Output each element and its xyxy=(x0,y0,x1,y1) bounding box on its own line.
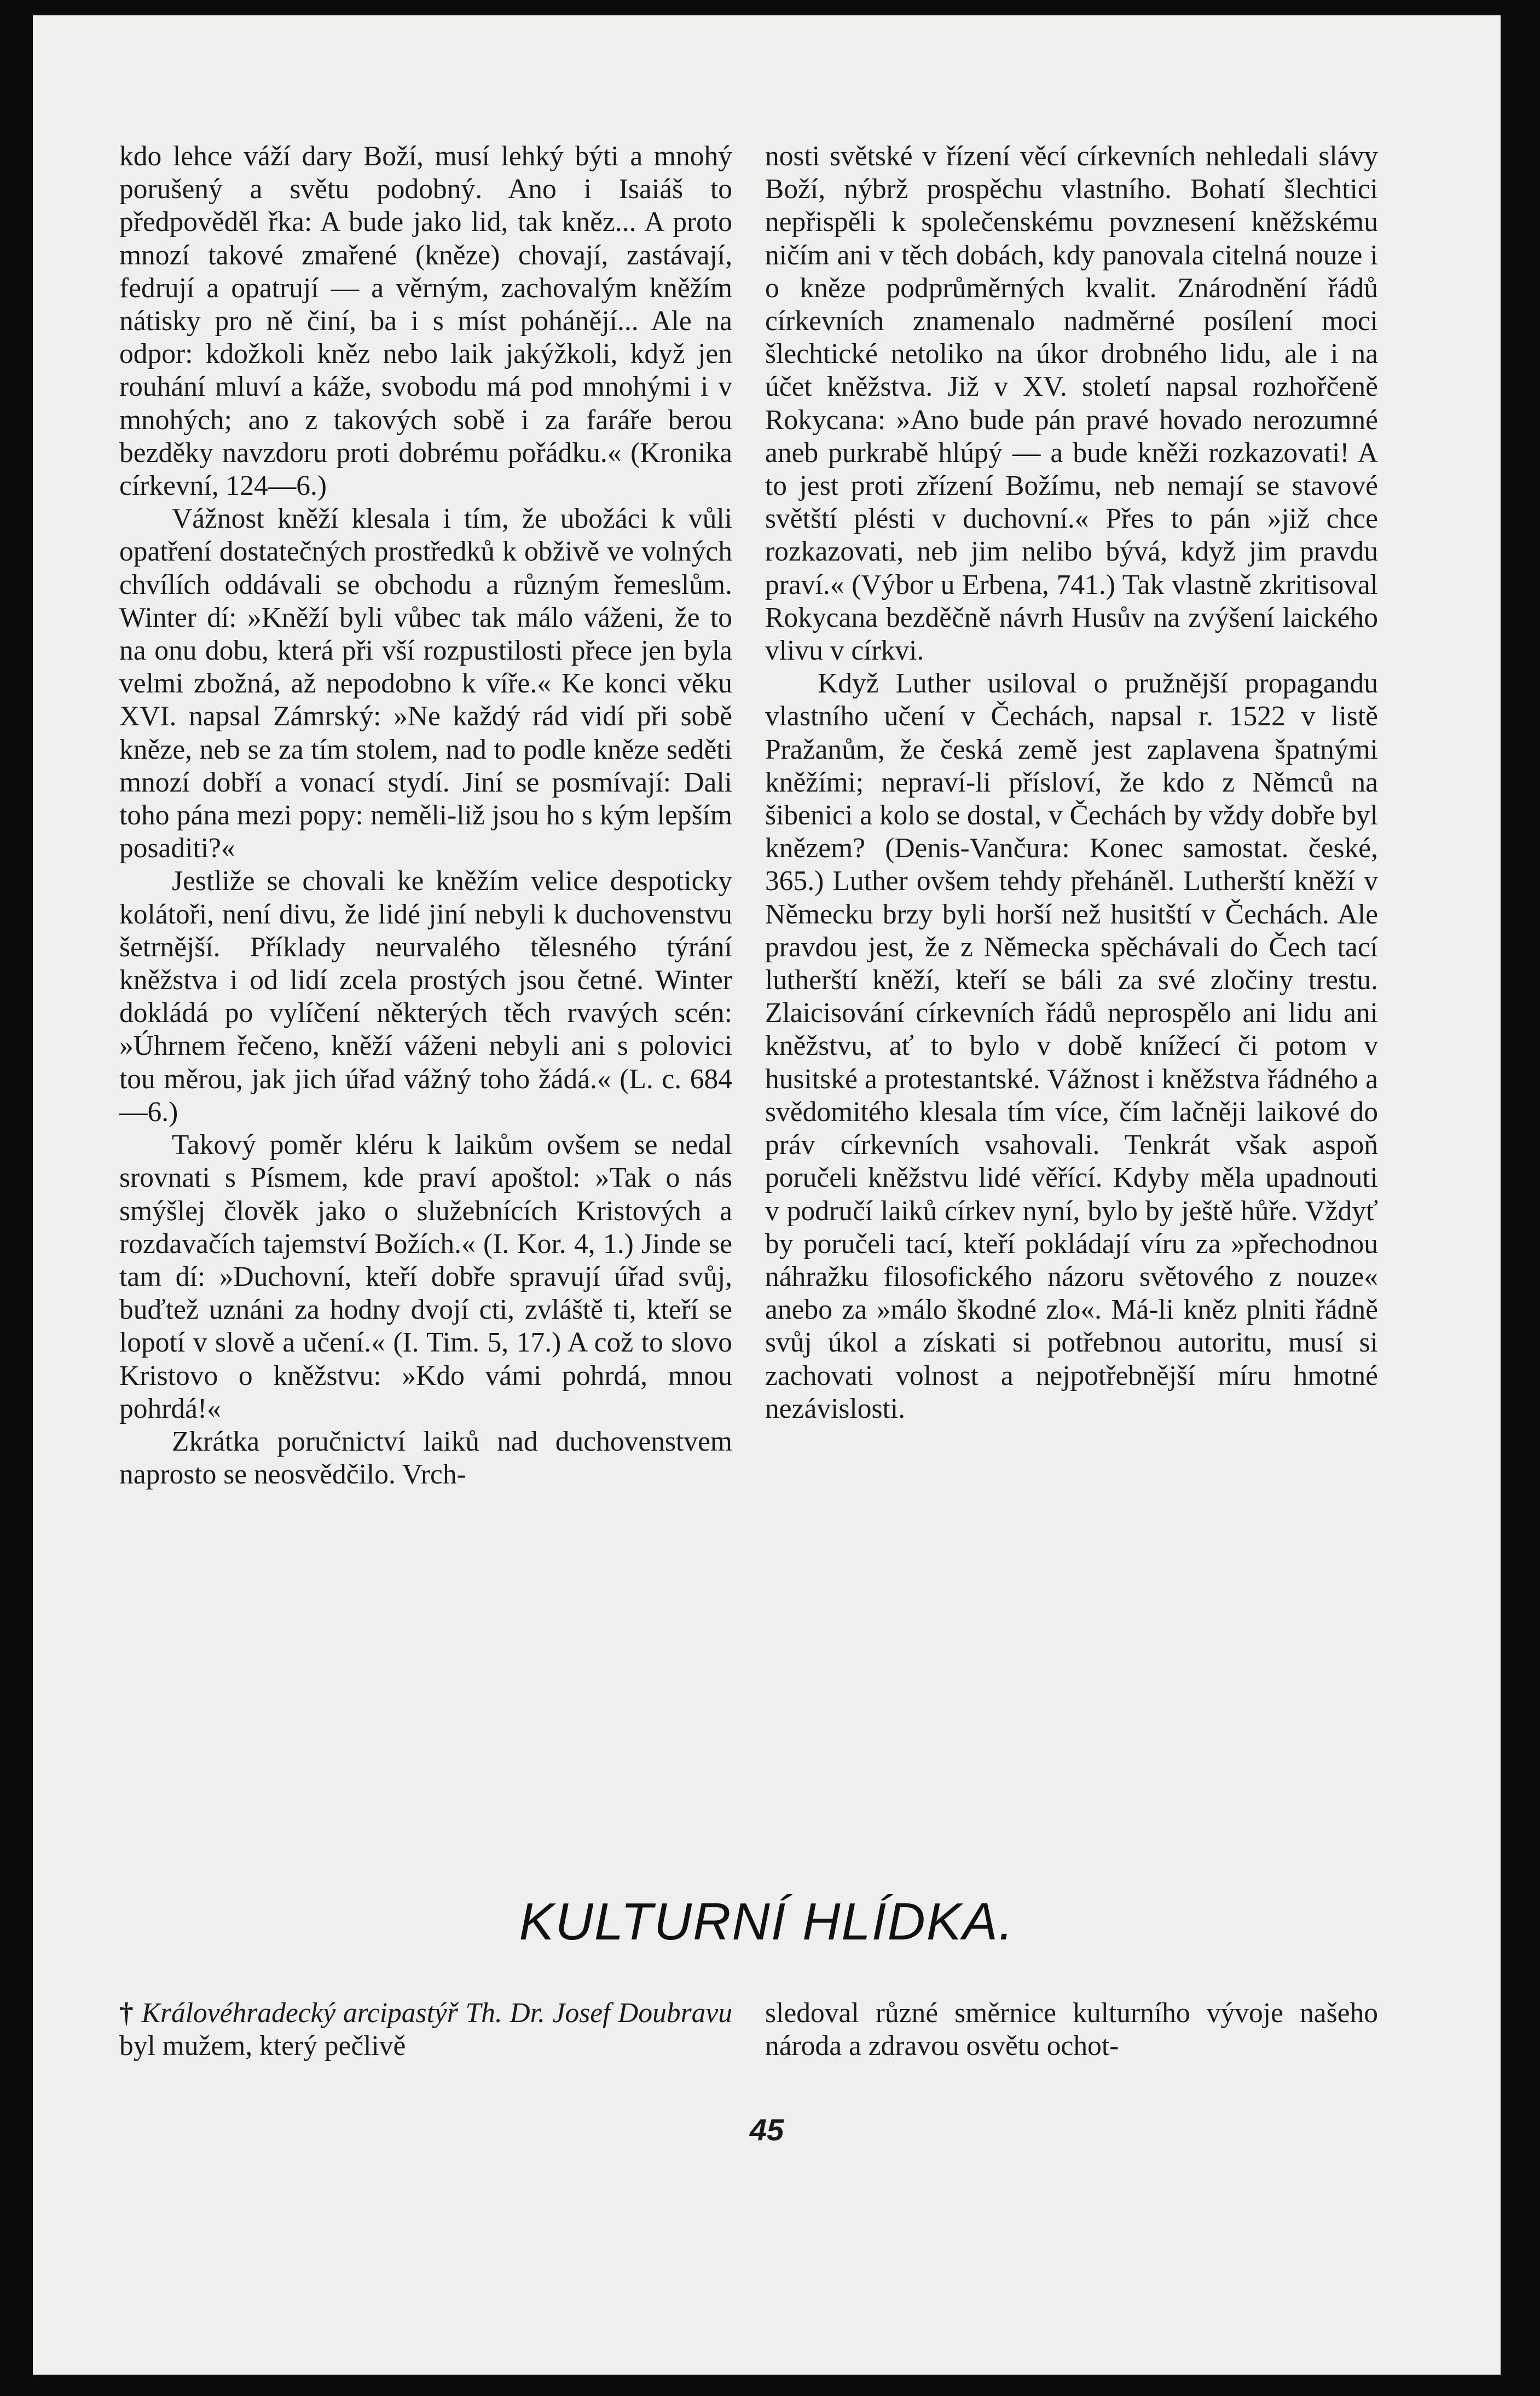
bottom-right-column xyxy=(765,1997,1378,2063)
paragraph: Takový poměr kléru k laikům ovšem se nedal srovnati s Písmem, kde praví apoštol: »Tak o nás smýšlej člověk jako o služebnících Kristových a rozdavačích tajemství Božích.« (I. Kor. 4, 1.) Jinde se tam dí: »Duchovní, kteří dobře spravují úřad svůj, buďtež uznáni za hodny dvojí cti, zvláště ti, kteří se lopotí v slově a učení.« (I. Tim. 5, 17.) A což to slovo Kristovo o kněžstvu: »Kdo vámi pohrdá, mnou pohrdá!« xyxy=(119,1129,732,1424)
document-page xyxy=(33,15,1501,2375)
bottom-left-text: byl mužem, který pečlivě xyxy=(119,2030,406,2062)
paragraph: Vážnost kněží klesala i tím, že ubožáci k vůli opatření dostatečných prostředků k obživě ve volných chvílích oddávali se obchodu a různým řemeslům. Winter dí: »Kněží byli vůbec tak málo váženi, že to na onu dobu, která při vší rozpustilosti přece jen byla velmi zbožná, až nepodobno k víře.« Ke konci věku XVI. napsal Zámrský: »Ne každý rád vidí při sobě kněze, neb se za tím stolem, nad to podle kněze seděti mnozí dobří a vonací stydí. Jiní se posmívají: Dali toho pána mezi popy: neměli-liž jsou ho s kým lepším posaditi?« xyxy=(119,503,732,864)
page-number: 45 xyxy=(749,2112,784,2147)
cross-icon: † xyxy=(119,1997,134,2029)
left-column xyxy=(119,140,732,1491)
right-column xyxy=(765,140,1378,1425)
paragraph: kdo lehce váží dary Boží, musí lehký býti a mnohý porušený a světu podobný. Ano i Isaiáš to předpověděl řka: A bude jako lid, tak kněz... A proto mnozí takové zmařené (kněze) chovají, zastávají, fedrují a opatrují — a věrným, zachovalým kněžím nátisky pro ně činí, ba i s míst pohánějí... Ale na odpor: kdožkoli kněz nebo laik jakýžkoli, když jen rouhání mluví a káže, svobodu má pod mnohými i v mnohých; ano z takových sobě i za faráře berou bezděky navzdoru proti dobrému pořádku.« (Kronika církevní, 124—6.) xyxy=(119,141,732,502)
paragraph: Jestliže se chovali ke kněžím velice despoticky kolátoři, není divu, že lidé jiní nebyli k duchovenstvu šetrnější. Příklady neurvalého tělesného týrání kněžstva i od lidí zcela prostých jsou četné. Winter dokládá po vylíčení některých těch rvavých scén: »Úhrnem řečeno, kněží váženi nebyli ani s polovici tou měrou, jak jich úřad vážný toho žádá.« (L. c. 684—6.) xyxy=(119,865,732,1128)
section-heading: KULTURNÍ HLÍDKA. xyxy=(519,1892,1015,1951)
bottom-left-column xyxy=(119,1997,732,2063)
paragraph: Když Luther usiloval o pružnější propagandu vlastního učení v Čechách, napsal r. 1522 v listě Pražanům, že česká země jest zaplavena špatnými kněžími; nepraví-li přísloví, že kdo z Němců na šibenici a kolo se dostal, v Čechách by vždy dobře byl knězem? (Denis-Vančura: Konec samostat. české, 365.) Luther ovšem tehdy přeháněl. Lutherští kněží v Německu brzy byli horší než husitští v Čechách. Ale pravdou jest, že z Německa spěchávali do Čech tací lutherští kněží, kteří se báli za své zločiny trestu. Zlaicisování církevních řádů neprospělo ani lidu ani kněžstvu, ať to bylo v době knížecí či potom v husitské a protestantské. Vážnost i kněžstva řádného a svědomitého klesala tím více, čím lačněji laikové do práv církevních vsahovali. Tenkrát však aspoň poručeli kněžstvu lidé věřící. Kdyby měla upadnouti v područí laiků církev nyní, bylo by ještě hůře. Vždyť by poručeli tací, kteří pokládají víru za »přechodnou náhražku filosofického názoru světového z nouze« anebo za »málo škodné zlo«. Má-li kněz plniti řádně svůj úkol a získati si potřebnou autoritu, musí si zachovati volnost a nejpotřebnější míru hmotné nezávislosti. xyxy=(765,668,1378,1424)
archbishop-name: Královéhradecký arcipastýř Th. Dr. Josef Doubravu xyxy=(141,1997,733,2029)
paragraph: Zkrátka poručnictví laiků nad duchovenstvem naprosto se neosvědčilo. Vrch- xyxy=(119,1425,732,1491)
bottom-right-text: sledoval různé směrnice kulturního vývoje našeho národa a zdravou osvětu ochot- xyxy=(765,1997,1378,2062)
paragraph: nosti světské v řízení věcí církevních nehledali slávy Boží, nýbrž prospěchu vlastního. Bohatí šlechtici nepřispěli k společenskému povznesení kněžskému ničím ani v těch dobách, kdy panovala citelná nouze i o kněze podprůměrných kvalit. Znárodnění řádů církevních znamenalo nadměrné posílení moci šlechtické netoliko na úkor drobného lidu, ale i na účet kněžstva. Již v XV. století napsal rozhořčeně Rokycana: »Ano bude pán pravé hovado nerozumné aneb purkrabě hlúpý — a bude kněži rozkazovati! A to jest proti zřízení Božímu, neb nemají se stavové světští plésti v duchovní.« Přes to pán »již chce rozkazovati, neb jim nelibo bývá, když jim pravdu praví.« (Výbor u Erbena, 741.) Tak vlastně zkritisoval Rokycana bezděčně návrh Husův na zvýšení laického vlivu v církvi. xyxy=(765,141,1378,667)
